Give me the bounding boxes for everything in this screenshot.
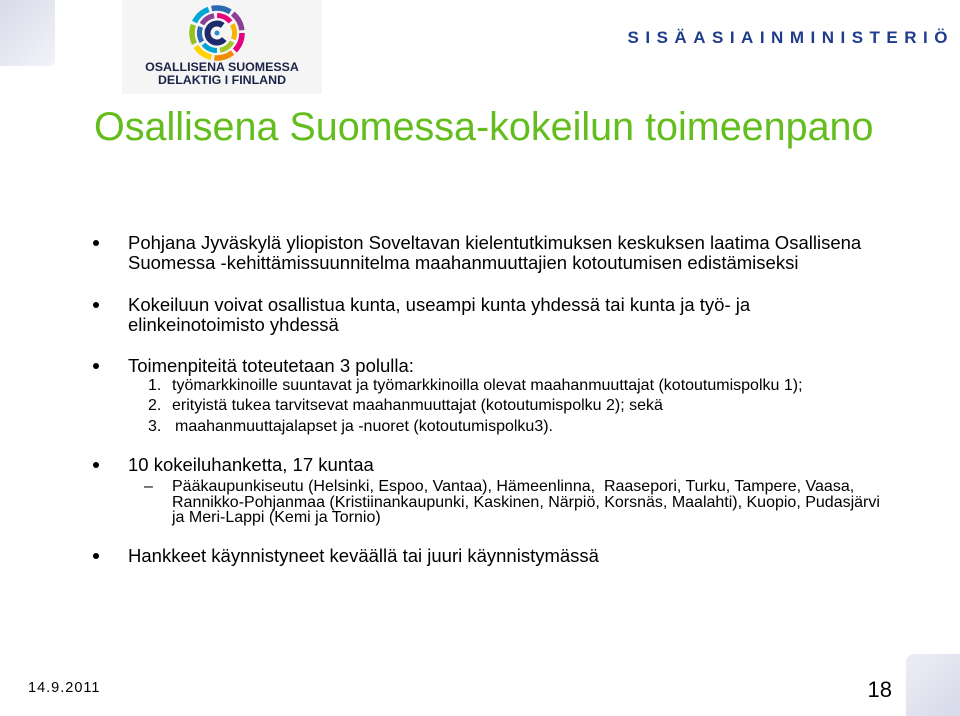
subitem-text: maahanmuuttajalapset ja -nuoret (kotoutumispolku3).	[175, 418, 553, 435]
swirl-logo-icon	[187, 3, 247, 63]
subitem-text: Pääkaupunkiseutu (Helsinki, Espoo, Vantaa), Hämeenlinna, Raasepori, Turku, Tampere, Vaasa, Rannikko-Pohjanmaa (Kristiinankaupunki, Kaskinen, Närpiö, Korsnäs, Maalahti), Kuopio, Pudasjärvi ja Meri-Lappi (Kemi ja Tornio)	[172, 478, 880, 527]
subitem-number: 2.	[148, 397, 162, 414]
subitem-number: 1.	[148, 377, 162, 394]
bullet-dot	[93, 553, 99, 559]
bullet-item	[0, 546, 960, 566]
bullet-item	[0, 232, 960, 273]
bullet-dot	[93, 363, 99, 369]
bullet-dot	[93, 240, 99, 246]
numbered-subitem	[0, 376, 960, 396]
corner-decoration-top-left	[0, 0, 55, 66]
slide-date: 14.9.2011	[28, 680, 101, 696]
corner-decoration-bottom-right	[906, 654, 960, 716]
slide-title: Osallisena Suomessa-kokeilun toimeenpano	[94, 105, 874, 149]
dash-subitem	[0, 478, 960, 527]
bullet-text: Pohjana Jyväskylä yliopiston Soveltavan kielentutkimuksen keskuksen laatima Osallisena Suomessa -kehittämissuunnitelma maahanmuuttajien kotoutumisen edistämiseksi	[128, 232, 862, 273]
subitem-dash: –	[144, 478, 153, 495]
bullet-text: Toimenpiteitä toteutetaan 3 polulla:	[128, 355, 414, 376]
logo-text-line2: DELAKTIG I FINLAND	[157, 73, 287, 87]
bullet-dot	[93, 302, 99, 308]
bullet-dot	[93, 462, 99, 468]
bullet-item	[0, 356, 960, 376]
subitem-text: erityistä tukea tarvitsevat maahanmuuttajat (kotoutumispolku 2); sekä	[172, 397, 663, 414]
bullet-item	[0, 455, 960, 475]
bullet-text: 10 kokeiluhanketta, 17 kuntaa	[128, 454, 374, 475]
numbered-subitem	[0, 396, 960, 416]
subitem-number: 3.	[148, 418, 162, 435]
bullet-text: Hankkeet käynnistyneet keväällä tai juuri käynnistymässä	[128, 545, 599, 566]
bullet-text: Kokeiluun voivat osallistua kunta, useampi kunta yhdessä tai kunta ja työ- ja elinkeinotoimisto yhdessä	[128, 294, 751, 335]
slide-number: 18	[867, 677, 892, 702]
bullet-item	[0, 294, 960, 335]
ministry-wordmark: SISÄASIAINMINISTERIÖ	[627, 28, 954, 47]
subitem-text: työmarkkinoille suuntavat ja työmarkkinoilla olevat maahanmuuttajat (kotoutumispolku 1);	[172, 377, 803, 394]
logo-text-line1: OSALLISENA SUOMESSA	[145, 60, 299, 74]
numbered-subitem	[0, 417, 960, 437]
